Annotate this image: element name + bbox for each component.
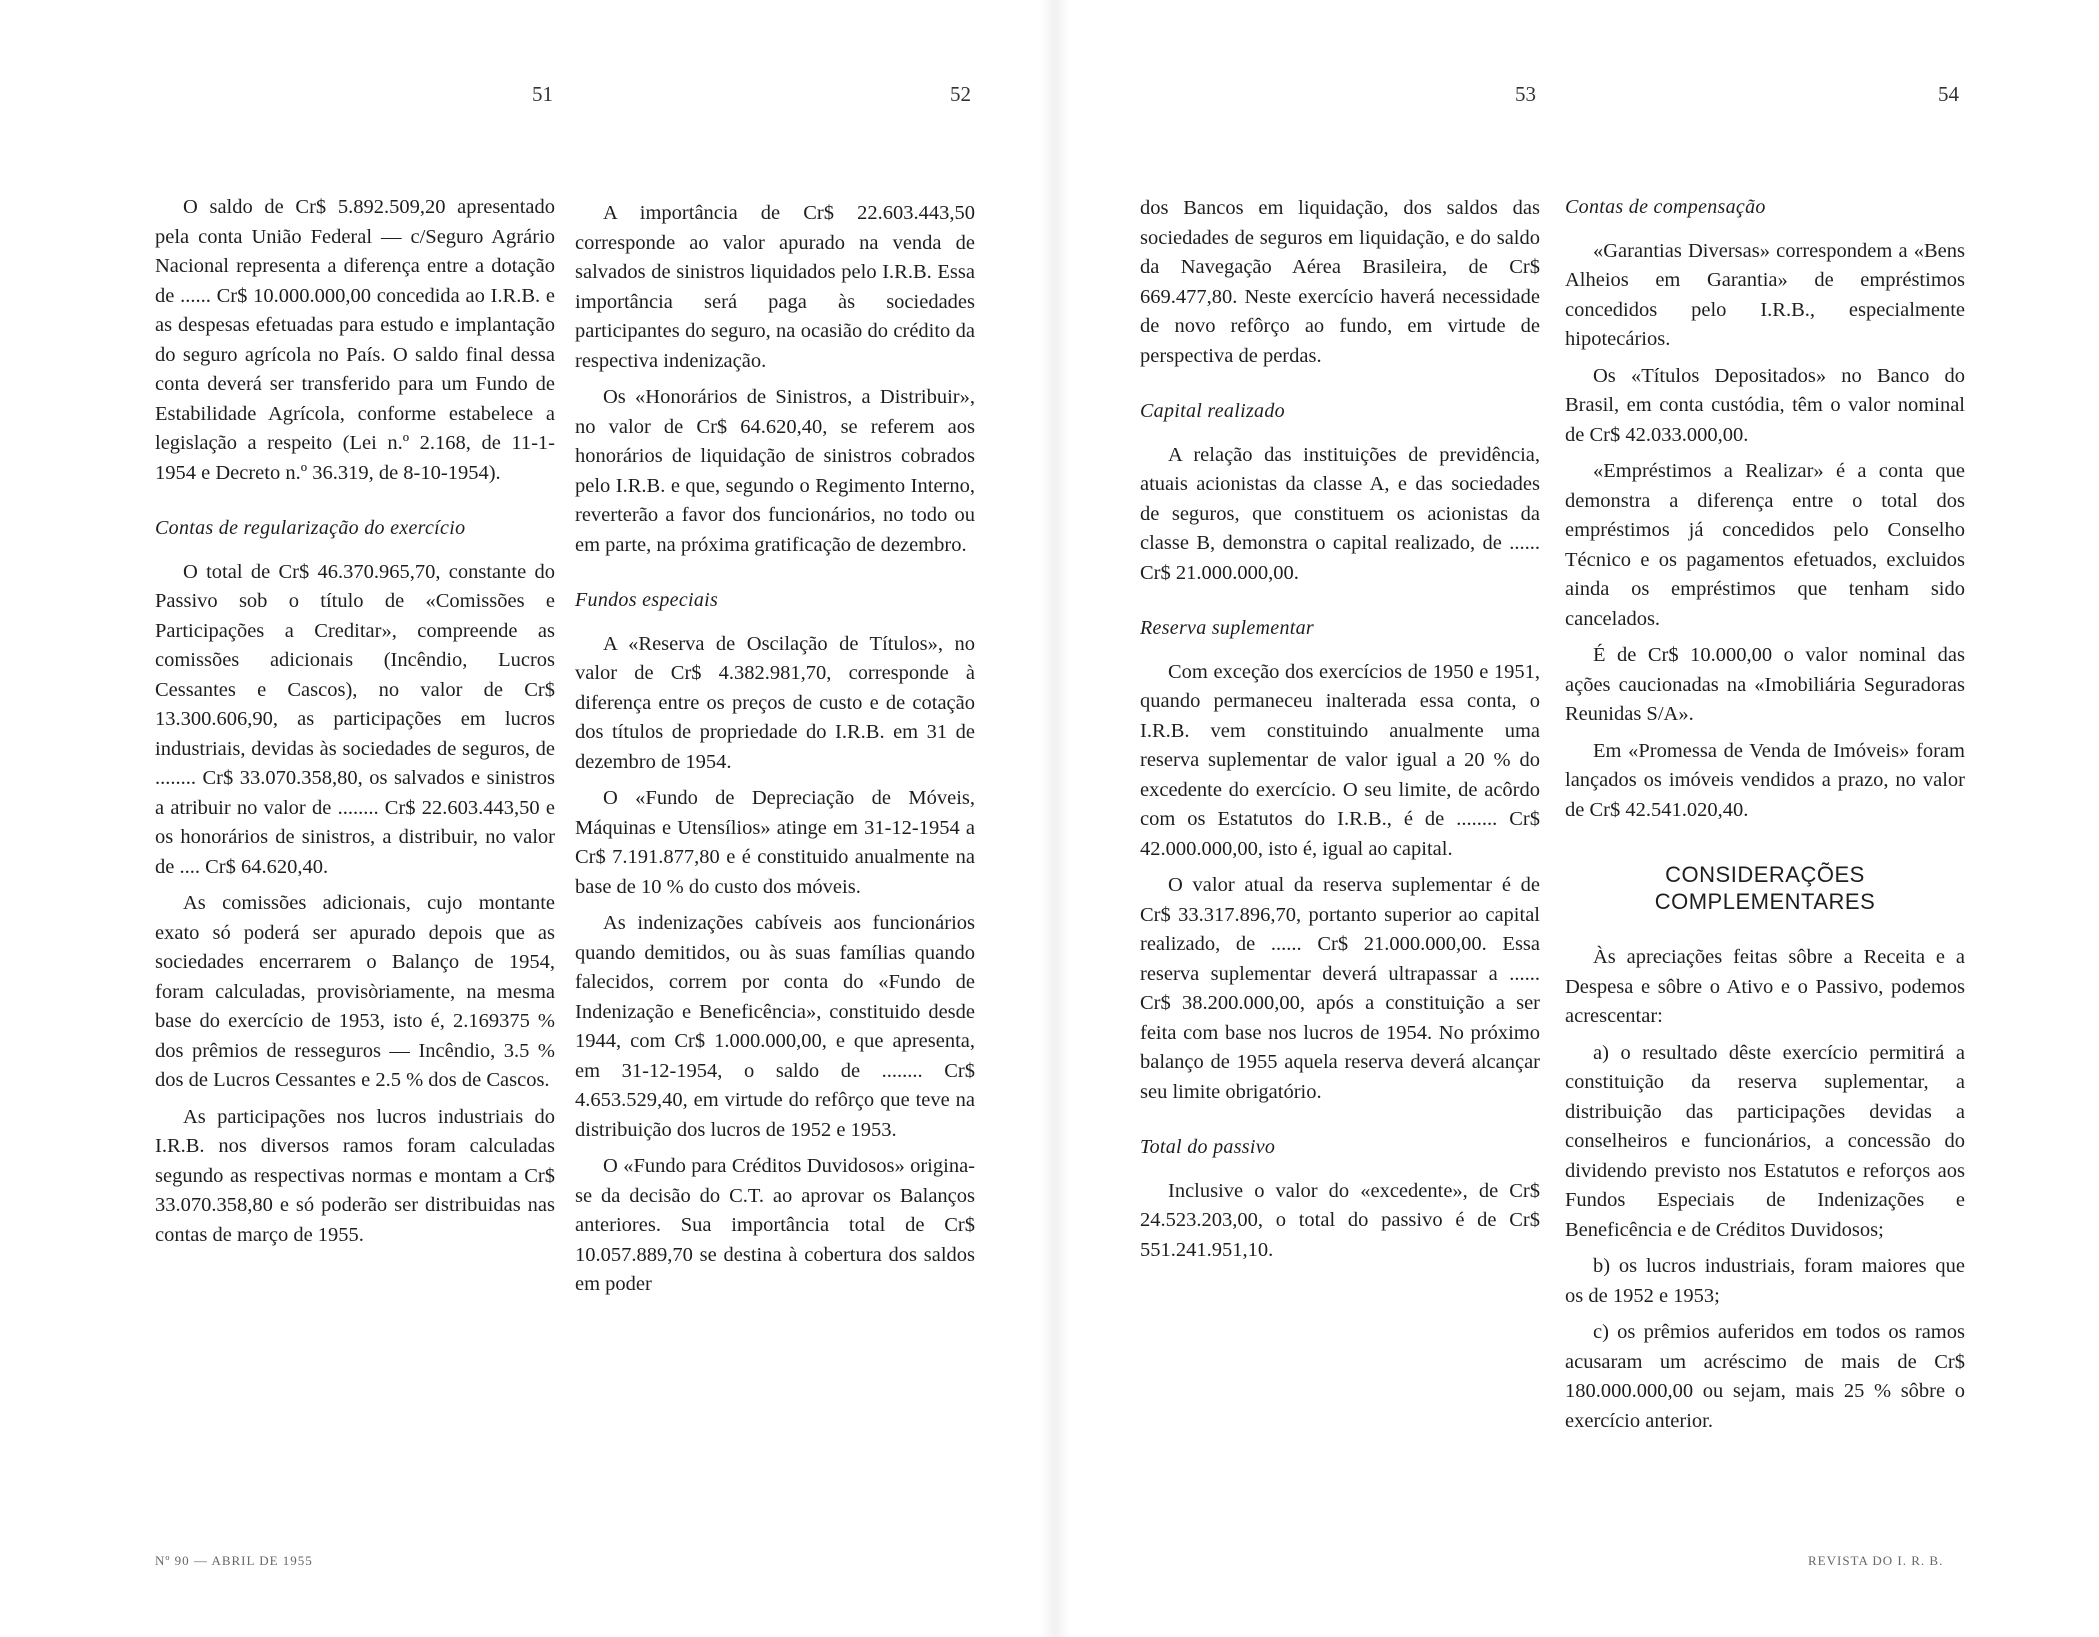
section-heading: Capital realizado xyxy=(1140,400,1285,422)
footer-magazine: REVISTA DO I. R. B. xyxy=(1808,1553,1944,1568)
paragraph: O «Fundo para Créditos Duvidosos» origina-se da decisão do C.T. ao aprovar os Balanços anteriores. Sua importância total de Cr$ 10.057.889,70 se destina à cobertura dos saldos em poder xyxy=(575,1155,975,1295)
paragraph: As indenizações cabíveis aos funcionários quando demitidos, ou às suas famílias quando falecidos, correm por conta do «Fundo de Indenização e Beneficência», constituido desde 1944, com Cr$ 1.000.000,00, e que apresenta, em 31-12-1954, o saldo de ........ Cr$ 4.653.529,40, em virtude do refôrço que teve na distribuição dos lucros de 1952 e 1953. xyxy=(575,912,975,1141)
paragraph: A importância de Cr$ 22.603.443,50 corresponde ao valor apurado na venda de salvados de sinistros liquidados pelo I.R.B. Essa importância será paga às sociedades participantes do seguro, na ocasião do crédito da respectiva indenização. xyxy=(575,202,975,372)
paragraph: O saldo de Cr$ 5.892.509,20 apresentado pela conta União Federal — c/Seguro Agrário Nacional representa a diferença entre a dotação de ...... Cr$ 10.000.000,00 concedida ao I.R.B. e as despesas efetuadas para estudo e implantação do seguro agrícola no País. O saldo final dessa conta deverá ser transferido para um Fundo de Estabilidade Agrícola, conforme estabelece a legislação a respeito (Lei n.º 2.168, de 11-1-1954 e Decreto n.º 36.319, de 8-10-1954). xyxy=(155,196,555,484)
paragraph: As participações nos lucros industriais do I.R.B. nos diversos ramos foram calculadas segundo as respectivas normas e montam a Cr$ 33.070.358,80 e só poderão ser distribuidas nas contas de março de 1955. xyxy=(155,1105,555,1246)
section-heading: Total do passivo xyxy=(1140,1136,1276,1158)
paragraph: Com exceção dos exercícios de 1950 e 1951, quando permaneceu inalterada essa conta, o I.R.B. vem constituindo anualmente uma reserva suplementar de valor igual a 20 % do excedente do exercício. O seu limite, de acôrdo com os Estatutos do I.R.B., é de ........ Cr$ 42.000.000,00, isto é, igual ao capital. xyxy=(1140,660,1540,860)
paragraph: a) o resultado dêste exercício permitirá a constituição da reserva suplementar, a distribuição das participações devidas a conselheiros e funcionários, a concessão do dividendo previsto nos Estatutos e reforços aos Fundos Especiais de Indenizações e Beneficência e de Créditos Duvidosos; xyxy=(1565,1041,1965,1241)
paragraph: É de Cr$ 10.000,00 o valor nominal das ações caucionadas na «Imobiliária Seguradoras Reunidas S/A». xyxy=(1565,644,1965,725)
page-number-52: 52 xyxy=(950,82,971,106)
book-gutter xyxy=(1040,0,1070,1637)
footer-issue: Nº 90 — ABRIL DE 1955 xyxy=(155,1553,313,1568)
paragraph: A relação das instituições de previdência, atuais acionistas da classe A, e das sociedades de seguros, que constituem os acionistas da classe B, demonstra o capital realizado, de ...... Cr$ 21.000.000,00. xyxy=(1140,443,1540,584)
paragraph: O total de Cr$ 46.370.965,70, constante do Passivo sob o título de «Comissões e Participações a Creditar», compreende as comissões adicionais (Incêndio, Lucros Cessantes e Cascos), no valor de Cr$ 13.300.606,90, as participações em lucros industriais, devidas às sociedades de seguros, de ........ Cr$ 33.070.358,80, os salvados e sinistros a atribuir no valor de ........ Cr$ 22.603.443,50 e os honorários de sinistros, a distribuir, no valor de .... Cr$ 64.620,40. xyxy=(155,560,555,878)
paragraph: Às apreciações feitas sôbre a Receita e a Despesa e sôbre o Ativo e o Passivo, podemos acrescentar: xyxy=(1565,946,1965,1027)
page-number-53: 53 xyxy=(1515,82,1536,106)
paragraph: Inclusive o valor do «excedente», de Cr$ 24.523.203,00, o total do passivo é de Cr$ 551.241.951,10. xyxy=(1140,1179,1540,1261)
page-number-51: 51 xyxy=(532,82,553,106)
paragraph: O «Fundo de Depreciação de Móveis, Máquinas e Utensílios» atinge em 31-12-1954 a Cr$ 7.191.877,80 e é constituido anualmente na base de 10 % do custo dos móveis. xyxy=(575,787,975,898)
section-heading: Reserva suplementar xyxy=(1140,617,1314,639)
paragraph: Os «Honorários de Sinistros, a Distribuir», no valor de Cr$ 64.620,40, se referem aos honorários de liquidação de sinistros cobrados pelo I.R.B. e que, segundo o Regimento Interno, reverterão a favor dos funcionários, no todo ou em parte, na próxima gratificação de dezembro. xyxy=(575,386,975,556)
paragraph: A «Reserva de Oscilação de Títulos», no valor de Cr$ 4.382.981,70, corresponde à diferença entre os preços de custo e de cotação dos títulos de propriedade do I.R.B. em 31 de dezembro de 1954. xyxy=(575,632,975,773)
column-page-53 xyxy=(1140,194,1540,1272)
paragraph: «Garantias Diversas» correspondem a «Bens Alheios em Garantia» de empréstimos concedidos pelo I.R.B., especialmente hipotecários. xyxy=(1565,239,1965,350)
column-page-52 xyxy=(575,199,975,1307)
paragraph: dos Bancos em liquidação, dos saldos das sociedades de seguros em liquidação, e do saldo da Navegação Aérea Brasileira, de Cr$ 669.477,80. Neste exercício haverá necessidade de novo refôrço ao fundo, em virtude de perspectiva de perdas. xyxy=(1140,197,1540,367)
paragraph: «Empréstimos a Realizar» é a conta que demonstra a diferença entre o total dos empréstimos já concedidos pelo Conselho Técnico e os pagamentos efetuados, excluidos ainda os empréstimos que tenham sido cancelados. xyxy=(1565,460,1965,630)
paragraph: b) os lucros industriais, foram maiores que os de 1952 e 1953; xyxy=(1565,1255,1965,1307)
section-heading: Contas de regularização do exercício xyxy=(155,517,466,539)
section-heading: Contas de compensação xyxy=(1565,196,1766,218)
paragraph: As comissões adicionais, cujo montante exato só poderá ser apurado depois que as sociedades encerrarem o Balanço de 1954, foram calculadas, provisòriamente, na mesma base do exercício de 1953, isto é, 2.169375 % dos prêmios de resseguros — Incêndio, 3.5 % dos de Lucros Cessantes e 2.5 % dos de Cascos. xyxy=(155,892,555,1091)
section-heading: Fundos especiais xyxy=(575,589,719,611)
page-number-54: 54 xyxy=(1938,82,1959,106)
column-page-51 xyxy=(155,193,555,1257)
paragraph: Em «Promessa de Venda de Imóveis» foram lançados os imóveis vendidos a prazo, no valor de Cr$ 42.541.020,40. xyxy=(1565,739,1965,821)
chapter-heading: CONSIDERAÇÕES COMPLEMENTARES xyxy=(1654,862,1876,914)
paragraph: c) os prêmios auferidos em todos os ramos acusaram um acréscimo de mais de Cr$ 180.000.000,00 ou sejam, mais 25 % sôbre o exercício anterior. xyxy=(1565,1321,1965,1432)
paragraph: Os «Títulos Depositados» no Banco do Brasil, em conta custódia, têm o valor nominal de Cr$ 42.033.000,00. xyxy=(1565,364,1965,446)
column-page-54 xyxy=(1565,193,1965,1443)
paragraph: O valor atual da reserva suplementar é de Cr$ 33.317.896,70, portanto superior ao capital realizado, de ...... Cr$ 21.000.000,00. Essa reserva suplementar deverá ultrapassar a ...... Cr$ 38.200.000,00, após a constituição a ser feita com base nos lucros de 1954. No próximo balanço de 1955 aquela reserva deverá alcançar seu limite obrigatório. xyxy=(1140,874,1540,1103)
